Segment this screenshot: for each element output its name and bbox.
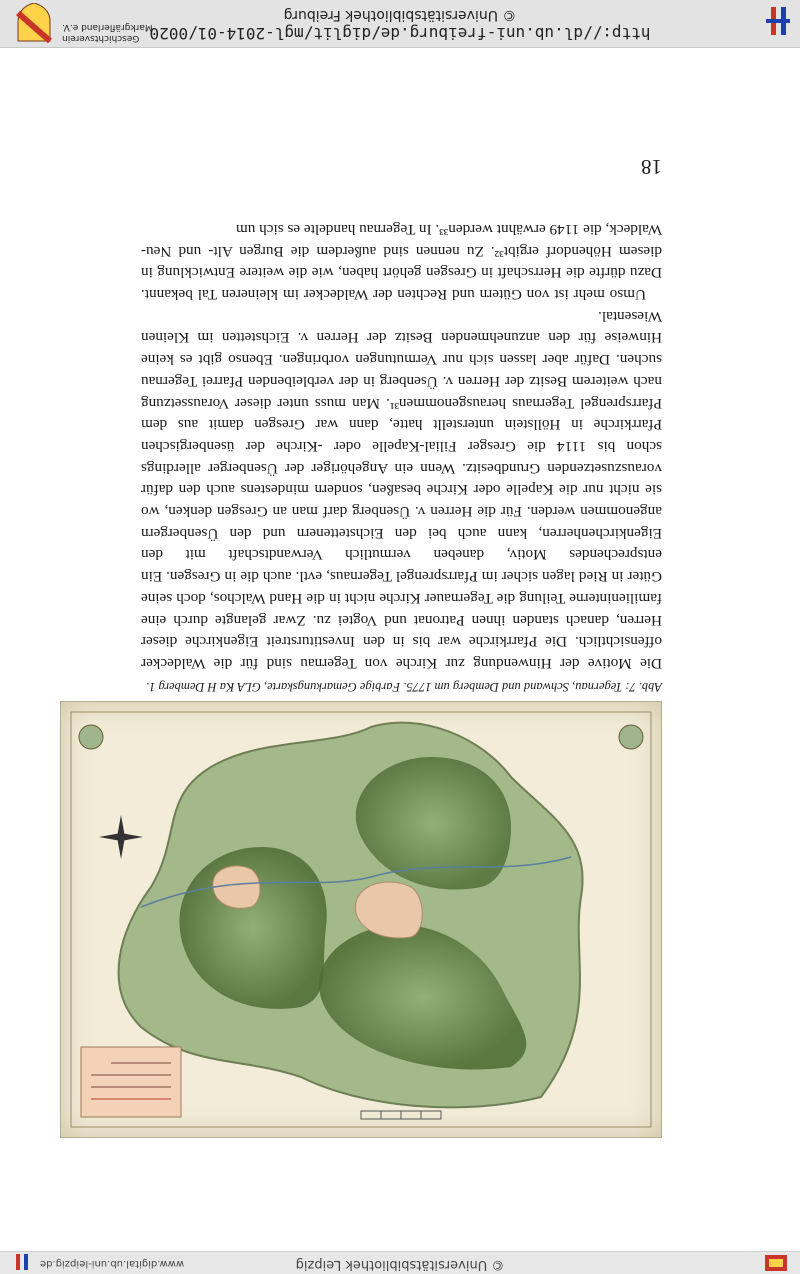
map-scale-bar bbox=[361, 1111, 441, 1119]
page-number: 18 bbox=[641, 155, 662, 179]
body-text bbox=[141, 218, 662, 674]
source-url-link[interactable]: http://dl.ub.uni-freiburg.de/diglit/mgl-2014-01/0020 bbox=[149, 24, 651, 43]
historical-map-image bbox=[60, 701, 662, 1138]
compass-rose-icon bbox=[99, 815, 143, 859]
society-line: Markgräflerland e.V. bbox=[62, 22, 153, 32]
figure-caption: Abb. 7: Tegernau, Schwand und Demberg um 1775. Farbige Gemarkungskarte, GLA Ka H Demberg 1. bbox=[145, 680, 662, 694]
society-coat-of-arms-icon bbox=[14, 3, 54, 43]
paragraph: Die Motive der Hinwendung zur Kirche von Tegernau sind für die Waldecker offensichtlich. Die Pfarrkirche war bis in den Investiturstreit Eigenkirche dieser Herren, danach standen ihnen Patronat und Vogtei zu. Zwar gelangte durch eine familieninterne Teilung die Tegernauer Kirche nicht in die Hand Walchos, doch seine Güter in Ried lagen sicher im Pfarrsprengel Tegernaus, evtl. auch die in Gresgen. Ein entsprechendes Motiv, daneben vermutlich Verwandtschaft mit den Eigenkirchenherren, kann auch bei den Eichstettenern und den Üsenbergern angenommen werden. Für die Herren v. Üsenberg darf man an Gresgen denken, wo sie nicht nur die Kapelle oder Kirche besaßen, sondern mindestens auch den dafür vorauszusetzenden Grundbesitz. Wenn ein Angehöriger der Üsenberger allerdings schon bis 1114 die Gresger Filial-Kapelle oder -Kirche der üsenbergischen Pfarrkirche in Höllstein unterstellt hatte, dann war Gresgen damit aus dem Pfarrsprengel Tegernaus herausgenommen³¹. Man muss unter dieser Voraussetzung nach weiterem Besitz der Herren v. Üsenberg in der verbleibenden Pfarrei Tegernau suchen. Dafür aber lassen sich nur Vermutungen vorbringen. Ebenso gibt es keine Hinweise für den anzunehmenden Besitz der Herren v. Eichstetten im Kleinen Wiesental. bbox=[141, 307, 662, 672]
footer-bar bbox=[0, 0, 800, 48]
footer-copyright: © Universitätsbibliothek Freiburg bbox=[283, 7, 517, 23]
header-note: www.digital.ub.uni-leipzig.de bbox=[40, 1258, 185, 1269]
paragraph: Umso mehr ist von Gütern und Rechten der Waldecker im kleineren Tal bekannt. Dazu dürfte die Herrschaft in Gresgen gehört haben, wie die weitere Entwicklung in diesem Höhendorf ergibt³². Zu nennen sind außerdem die Burgen Alt- und Neu-Waldeck, die 1149 erwähnt werden³³. In Tegernau handelte es sich um bbox=[141, 220, 662, 304]
map-cartouche bbox=[81, 1047, 181, 1117]
ub-mark-icon bbox=[12, 1254, 30, 1270]
header-bar bbox=[0, 1251, 800, 1274]
header-copyright: © Universitätsbibliothek Leipzig bbox=[295, 1257, 505, 1272]
map-drawing bbox=[61, 702, 661, 1137]
society-name bbox=[62, 21, 153, 43]
society-line: Geschichtsverein bbox=[62, 33, 140, 43]
